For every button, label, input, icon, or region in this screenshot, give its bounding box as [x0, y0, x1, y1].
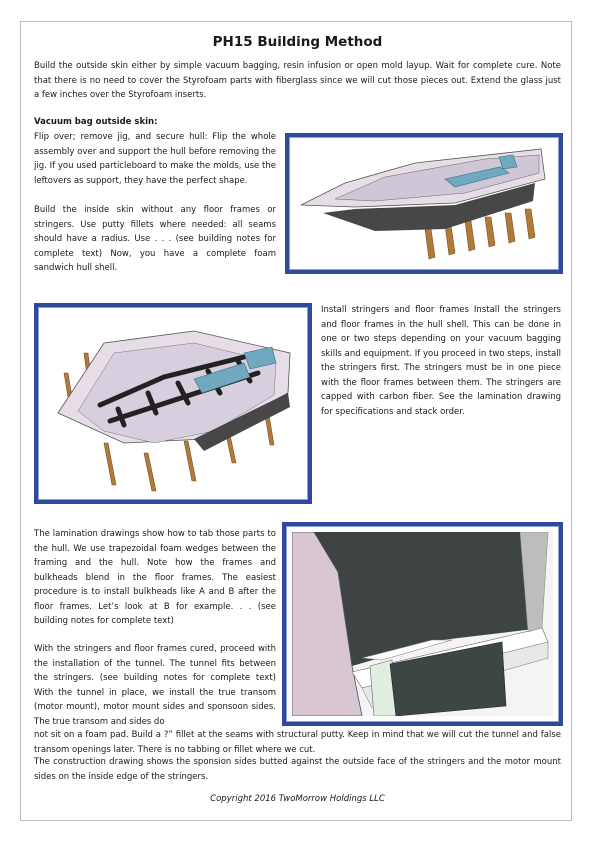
tunnel-paragraph-continued: not sit on a foam pad. Build a ?” fillet at the seams with structural putty. Keep in mind that we will cut the tunnel and false transom openings later. There is no tabbing or fillet where we cut.: [34, 730, 561, 755]
tunnel-paragraph: With the stringers and floor frames cured, proceed with the installation of the tunnel. The tunnel fits between the stringers. (see building notes for complete text) With the tunnel in place, we install the true transom (motor mount), motor mount sides and sponsoon sides. The true transom and sides do: [34, 644, 276, 727]
construction-paragraph: The construction drawing shows the sponsion sides butted against the outside face of the stringers and the motor mount sides on the inside edge of the stringers.: [34, 757, 561, 782]
hull-shell-figure: [285, 133, 563, 274]
stringers-paragraph: Install stringers and floor frames Install the stringers and floor frames in the hull shell. This can be done in one or two steps depending on your vacuum bagging skills and equipment. If you proceed in two steps, install the stringers first. The stringers must be in one piece with the floor frames between them. The stringers are capped with carbon fiber. See the lamination drawing for specifications and stack order.: [321, 305, 561, 417]
transom-illustration: [292, 532, 553, 716]
hull-shell-illustration: [295, 143, 553, 264]
intro-paragraph: Build the outside skin either by simple vacuum bagging, resin infusion or open mold layup. Wait for complete cure. Note that there is no need to cover the Styrofoam parts with fiberglass since we will cut those pieces out. Extend the glass just a few inches over the Styrofoam inserts.: [34, 61, 561, 100]
lamination-paragraph: The lamination drawings show how to tab those parts to the hull. We use trapezoidal foam wedges between the framing and the hull. Note how the frames and bulkheads blend in the floor frames. The easiest procedure is to install bulkheads like A and B after the floor frames. Let’s look at B for example. . . (see building notes for complete text): [34, 529, 276, 626]
vacuum-paragraph-2: Build the inside skin without any floor frames or stringers. Use putty fillets where needed: all seams should have a radius. Use . . . (see building notes for complete text) Now, you have a complete foam sandwich hull shell.: [34, 205, 276, 273]
vacuum-paragraph-1: Flip over; remove jig, and secure hull: Flip the whole assembly over and support the hull before removing the jig. If you used particleboard to make the molds, use the leftovers as support, they have the perfect shape.: [34, 132, 276, 186]
vacuum-heading: Vacuum bag outside skin:: [34, 117, 158, 127]
copyright-footer: Copyright 2016 TwoMorrow Holdings LLC: [210, 794, 385, 804]
stringers-illustration: [44, 313, 302, 494]
stringers-figure: [34, 303, 312, 504]
page-title: PH15 Building Method: [212, 34, 383, 50]
transom-figure: [282, 522, 563, 726]
